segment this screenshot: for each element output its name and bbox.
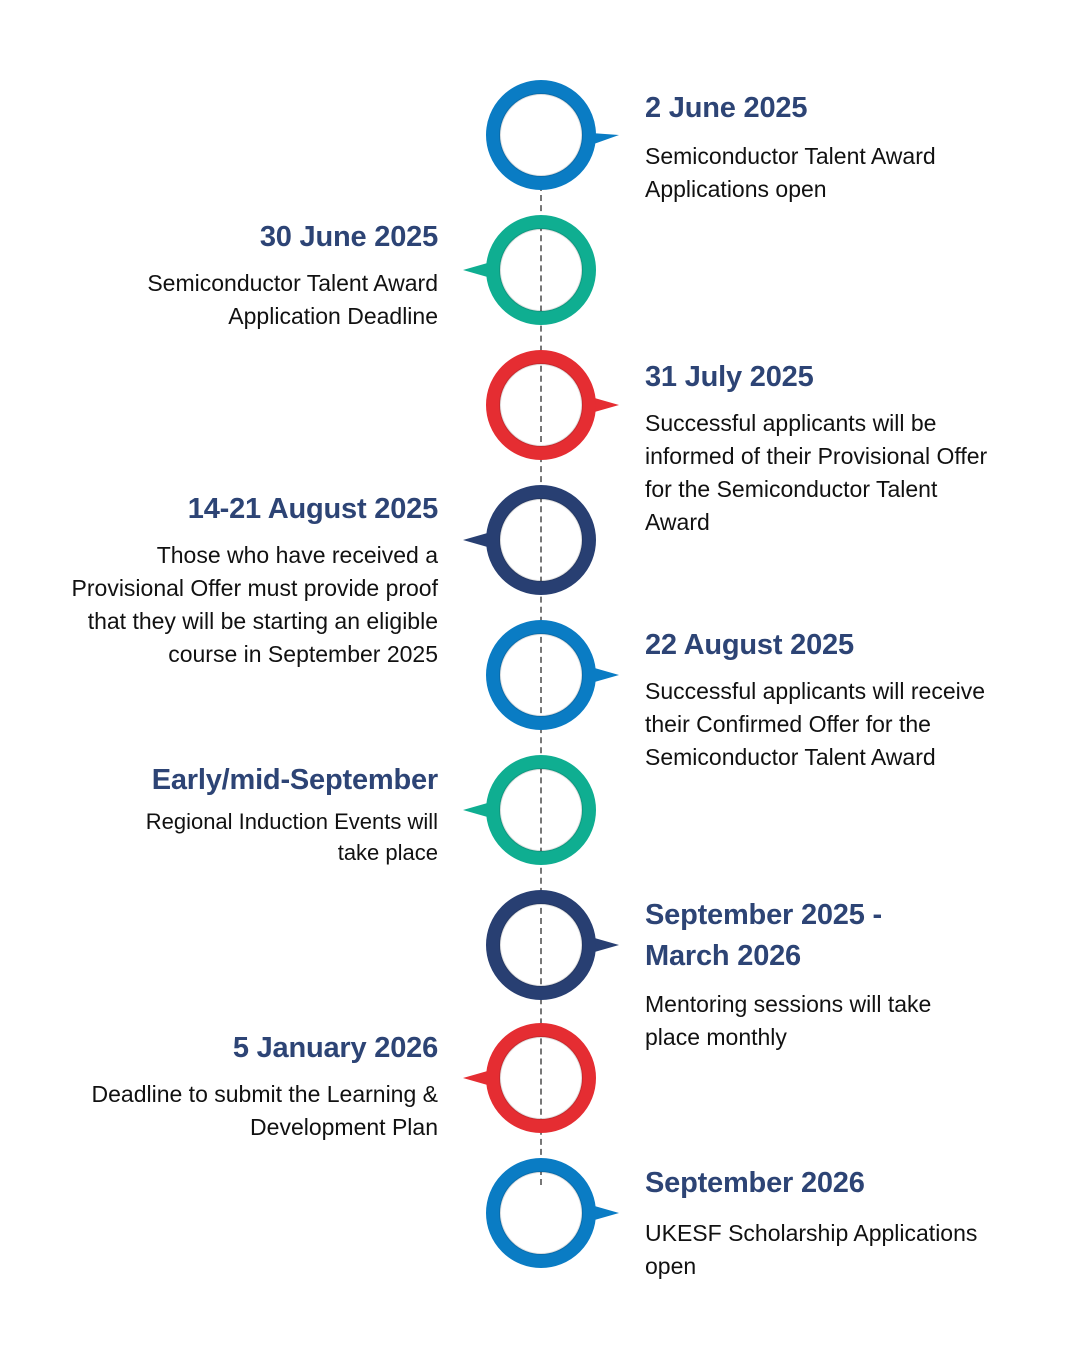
circle-pointer-right-icon (471, 79, 611, 191)
entry-description: Mentoring sessions will take place monthly (645, 991, 932, 1050)
circle-pointer-right-icon (471, 889, 611, 1001)
timeline-marker-6 (471, 754, 611, 866)
entry-description: Deadline to submit the Learning & Development Plan (91, 1081, 438, 1140)
entry-date: September 2026 (645, 1167, 865, 1199)
entry-description: UKESF Scholarship Applications open (645, 1220, 978, 1279)
timeline-entry (98, 760, 438, 868)
timeline-marker-3 (471, 349, 611, 461)
entry-date: 14-21 August 2025 (187, 493, 438, 525)
timeline-marker-8 (471, 1022, 611, 1134)
timeline-entry (68, 217, 438, 333)
entry-description: Successful applicants will receive their Confirmed Offer for the Semiconductor Talent Award (645, 678, 986, 770)
entry-date: Early/mid-September (151, 764, 438, 796)
entry-description: Successful applicants will be informed of their Provisional Offer for the Semiconductor Talent Award (645, 410, 988, 535)
entry-date: 2 June 2025 (645, 92, 808, 124)
timeline-entry (38, 489, 438, 671)
circle-pointer-left-icon (471, 214, 611, 326)
entry-description: Regional Induction Events will take place (145, 809, 438, 865)
timeline-marker-2 (471, 214, 611, 326)
timeline-marker-4 (471, 484, 611, 596)
timeline-marker-7 (471, 889, 611, 1001)
circle-pointer-right-icon (471, 349, 611, 461)
timeline-entry (645, 88, 1005, 206)
timeline-marker-5 (471, 619, 611, 731)
circle-pointer-right-icon (471, 1157, 611, 1269)
entry-description: Semiconductor Talent Award Application Deadline (147, 270, 438, 329)
entry-date: 5 January 2026 (232, 1032, 438, 1064)
timeline-entry (645, 357, 1005, 539)
entry-date: 22 August 2025 (645, 629, 854, 661)
timeline-entry (645, 625, 1005, 774)
entry-date: 31 July 2025 (645, 361, 814, 393)
entry-description: Semiconductor Talent Award Applications open (645, 143, 936, 202)
entry-date: September 2025 - March 2026 (645, 899, 882, 972)
circle-pointer-left-icon (471, 484, 611, 596)
timeline-entry (58, 1028, 438, 1144)
timeline-entry (645, 895, 965, 1054)
timeline-marker-1 (471, 79, 611, 191)
circle-pointer-left-icon (471, 1022, 611, 1134)
circle-pointer-right-icon (471, 619, 611, 731)
entry-date: 30 June 2025 (259, 221, 438, 253)
timeline-entry (645, 1163, 1035, 1283)
circle-pointer-left-icon (471, 754, 611, 866)
timeline-marker-9 (471, 1157, 611, 1269)
entry-description: Those who have received a Provisional Offer must provide proof that they will be starting an eligible course in September 2025 (71, 542, 438, 667)
